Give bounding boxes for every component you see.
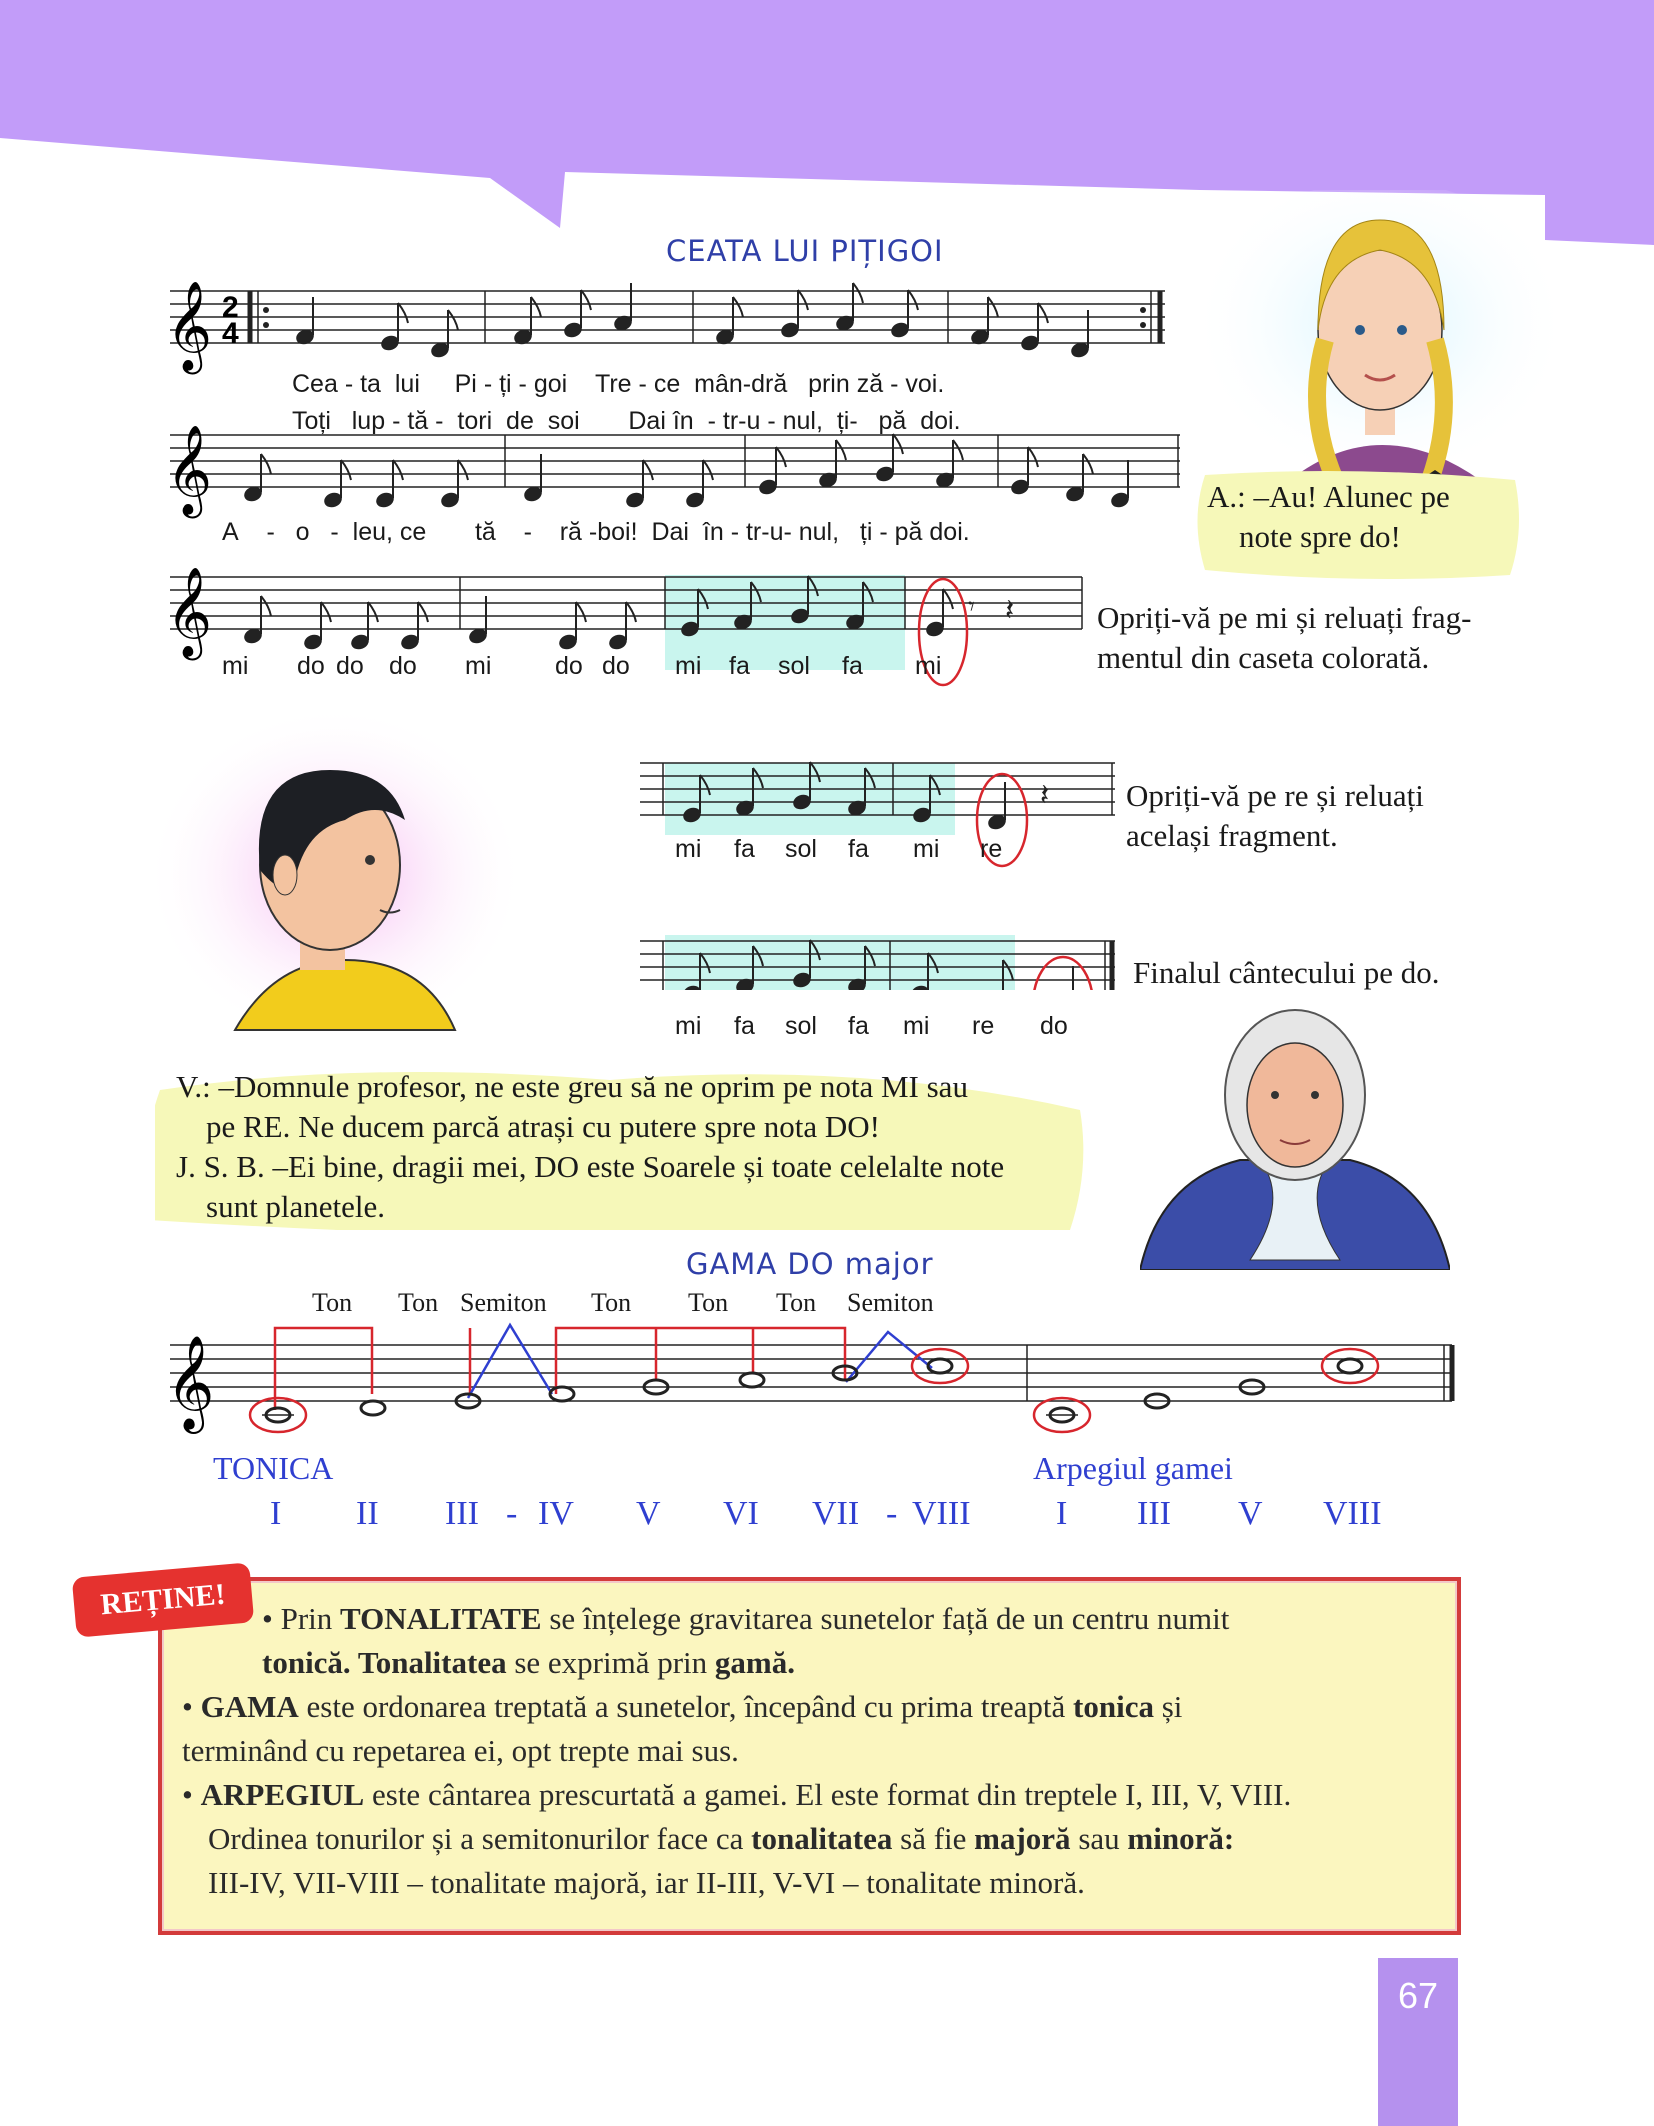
svg-text:𝄞: 𝄞: [166, 1337, 215, 1428]
fragment-2-syllables: mi fa sol fa mi re do: [675, 1012, 1068, 1040]
svg-text:𝄞: 𝄞: [166, 567, 213, 655]
red-circle-do: [1033, 957, 1093, 990]
scale-title: GAMA DO major: [686, 1247, 934, 1281]
arpeggio-degrees: I III V VIII: [1056, 1495, 1382, 1532]
time-signature-top: 2: [222, 291, 239, 324]
lyrics-line-1: Cea - ta lui Pi - ți - goi Tre - ce mân-dră prin ză - voi.: [292, 370, 945, 398]
arpeggio-label: Arpegiul gamei: [1033, 1450, 1233, 1486]
retine-badge: REȚINE!: [72, 1562, 255, 1637]
instruction-final-do: Finalul cântecului pe do.: [1133, 955, 1440, 990]
girl-speech: A.: –Au! Alunec pe note spre do!: [1207, 479, 1450, 554]
fragment-1-syllables: mi fa sol fa mi re: [675, 835, 1003, 863]
solfege-line: mi do do do mi do do mi fa sol fa mi: [222, 652, 942, 680]
lyrics-line-2: Toți lup - tă - tori de soi Dai în - tr-u - nul, ți- pă doi.: [292, 407, 961, 435]
tonica-label: TONICA: [213, 1450, 334, 1486]
highlight-box-3: [665, 935, 1015, 990]
bullet-2: •: [182, 1689, 201, 1724]
instruction-stop-mi: Opriți-vă pe mi și reluați frag- mentul din caseta colorată.: [1097, 600, 1472, 675]
treble-clef: 𝄞: [166, 281, 213, 369]
scale-staff: [0, 1320, 1654, 1460]
song-title: CEATA LUI PIȚIGOI: [666, 234, 944, 268]
svg-text:𝄽: 𝄽: [1005, 594, 1015, 627]
boy-illustration: [150, 710, 530, 1050]
dialogue-text: V.: –Domnule profesor, ne este greu să ne oprim pe nota MI sau pe RE. Ne ducem parcă atrași cu putere spre nota DO! J. S. B. –Ei bine, dragii mei, DO este Soarele și toate celelalte note sunt planetele.: [176, 1069, 1005, 1224]
lyrics-line-3: A - o - leu, ce tă - ră -boi! Dai în - tr-u- nul, ți - pă doi.: [222, 518, 970, 546]
bullet-3: •: [182, 1777, 201, 1812]
svg-text:𝄞: 𝄞: [166, 425, 213, 513]
bullet-1: •: [262, 1601, 281, 1636]
bach-illustration: [1140, 990, 1450, 1270]
instruction-stop-re: Opriți-vă pe re și reluați același fragment.: [1126, 778, 1424, 853]
scale-notes: [262, 1359, 1362, 1422]
interval-labels: Ton Ton Semiton Ton Ton Ton Semiton: [312, 1288, 934, 1317]
staff-2-notes: [243, 434, 1129, 508]
svg-text:𝄾: 𝄾: [968, 591, 975, 621]
scale-degrees: I II III - IV V VI VII - VIII: [270, 1495, 971, 1532]
svg-text:𝄽: 𝄽: [1040, 779, 1050, 812]
interval-brackets: [275, 1328, 845, 1410]
page-number: 67: [1378, 1958, 1458, 2126]
retine-text: • Prin TONALITATE se înțelege gravitarea sunetelor față de un centru numit tonică. Tonalitatea se exprimă prin gamă. • GAMA este ordonarea treptată a sunetelor, începând cu prima treaptă tonica și terminând cu repetarea ei, opt trepte mai sus. • ARPEGIUL este cântarea prescurtată a gamei. El este format din treptele I, III, V, VIII. Ordinea tonurilor și a semitonurilor face ca tonalitatea să fie majoră sau minoră: III-IV, VII-VIII – tonalitate majoră, iar II-III, V-VI – tonalitate minoră.: [182, 1601, 1292, 1900]
time-signature-bottom: 4: [222, 317, 239, 350]
staff-1: [170, 291, 1165, 343]
